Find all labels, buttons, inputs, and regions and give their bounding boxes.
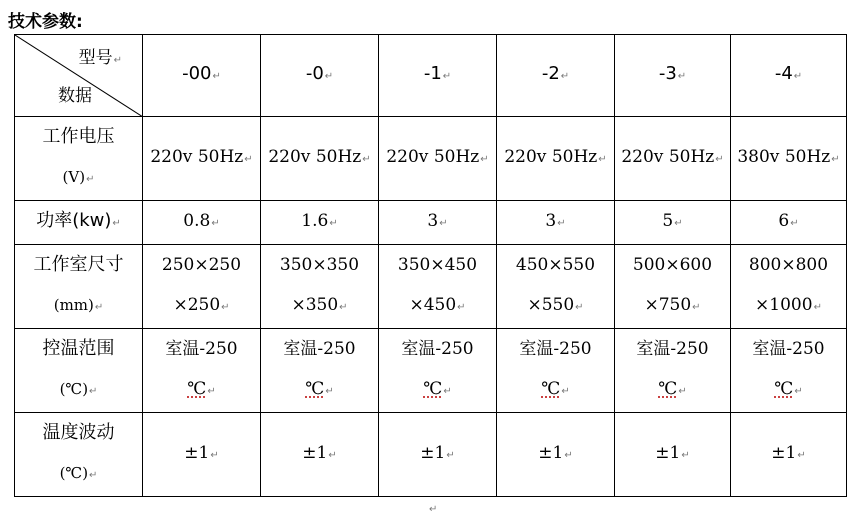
table-cell: 3↵ (497, 201, 615, 245)
table-cell: 450×550 ×550↵ (497, 245, 615, 329)
table-cell: ±1↵ (615, 413, 731, 497)
model-cell: -00↵ (143, 35, 261, 117)
section-title: 技术参数: (8, 12, 83, 32)
data-label: 数据 (58, 86, 92, 106)
table-row (15, 201, 847, 245)
table-cell: ±1↵ (731, 413, 847, 497)
table-row (15, 413, 847, 497)
model-cell: -2↵ (497, 35, 615, 117)
table-cell: 1.6↵ (261, 201, 379, 245)
table-cell: 220v 50Hz↵ (379, 117, 497, 201)
table-cell: 室温-250 ℃↵ (731, 329, 847, 413)
table-cell: 250×250 ×250↵ (143, 245, 261, 329)
table-cell: 室温-250 ℃↵ (615, 329, 731, 413)
paragraph-mark: ↵ (429, 504, 438, 515)
table-cell: ±1↵ (379, 413, 497, 497)
table-cell: ±1↵ (261, 413, 379, 497)
table-row (15, 245, 847, 329)
spec-table (14, 34, 847, 497)
row-label: 控温范围 (℃)↵ (15, 329, 143, 413)
table-cell: 室温-250 ℃↵ (379, 329, 497, 413)
diagonal-header-cell (15, 35, 143, 117)
model-cell: -4↵ (731, 35, 847, 117)
table-cell: 800×800 ×1000↵ (731, 245, 847, 329)
model-label: 型号↵ (78, 48, 122, 68)
table-cell: 3↵ (379, 201, 497, 245)
table-row (15, 329, 847, 413)
header-row (15, 35, 847, 117)
table-cell: 室温-250 ℃↵ (261, 329, 379, 413)
table-cell: 350×350 ×350↵ (261, 245, 379, 329)
model-cell: -0↵ (261, 35, 379, 117)
row-label: 温度波动 (℃)↵ (15, 413, 143, 497)
row-label: 工作室尺寸 (mm)↵ (15, 245, 143, 329)
table-cell: 380v 50Hz↵ (731, 117, 847, 201)
table-cell: 室温-250 ℃↵ (497, 329, 615, 413)
table-cell: 5↵ (615, 201, 731, 245)
table-cell: 350×450 ×450↵ (379, 245, 497, 329)
table-cell: 室温-250 ℃↵ (143, 329, 261, 413)
table-cell: 220v 50Hz↵ (497, 117, 615, 201)
table-cell: 220v 50Hz↵ (143, 117, 261, 201)
row-label: 功率(kw)↵ (15, 201, 143, 245)
table-cell: 0.8↵ (143, 201, 261, 245)
table-cell: 220v 50Hz↵ (261, 117, 379, 201)
table-cell: ±1↵ (143, 413, 261, 497)
model-cell: -1↵ (379, 35, 497, 117)
table-cell: ±1↵ (497, 413, 615, 497)
table-cell: 500×600 ×750↵ (615, 245, 731, 329)
table-cell: 220v 50Hz↵ (615, 117, 731, 201)
row-label: 工作电压 (V)↵ (15, 117, 143, 201)
table-row (15, 117, 847, 201)
table-cell: 6↵ (731, 201, 847, 245)
model-cell: -3↵ (615, 35, 731, 117)
